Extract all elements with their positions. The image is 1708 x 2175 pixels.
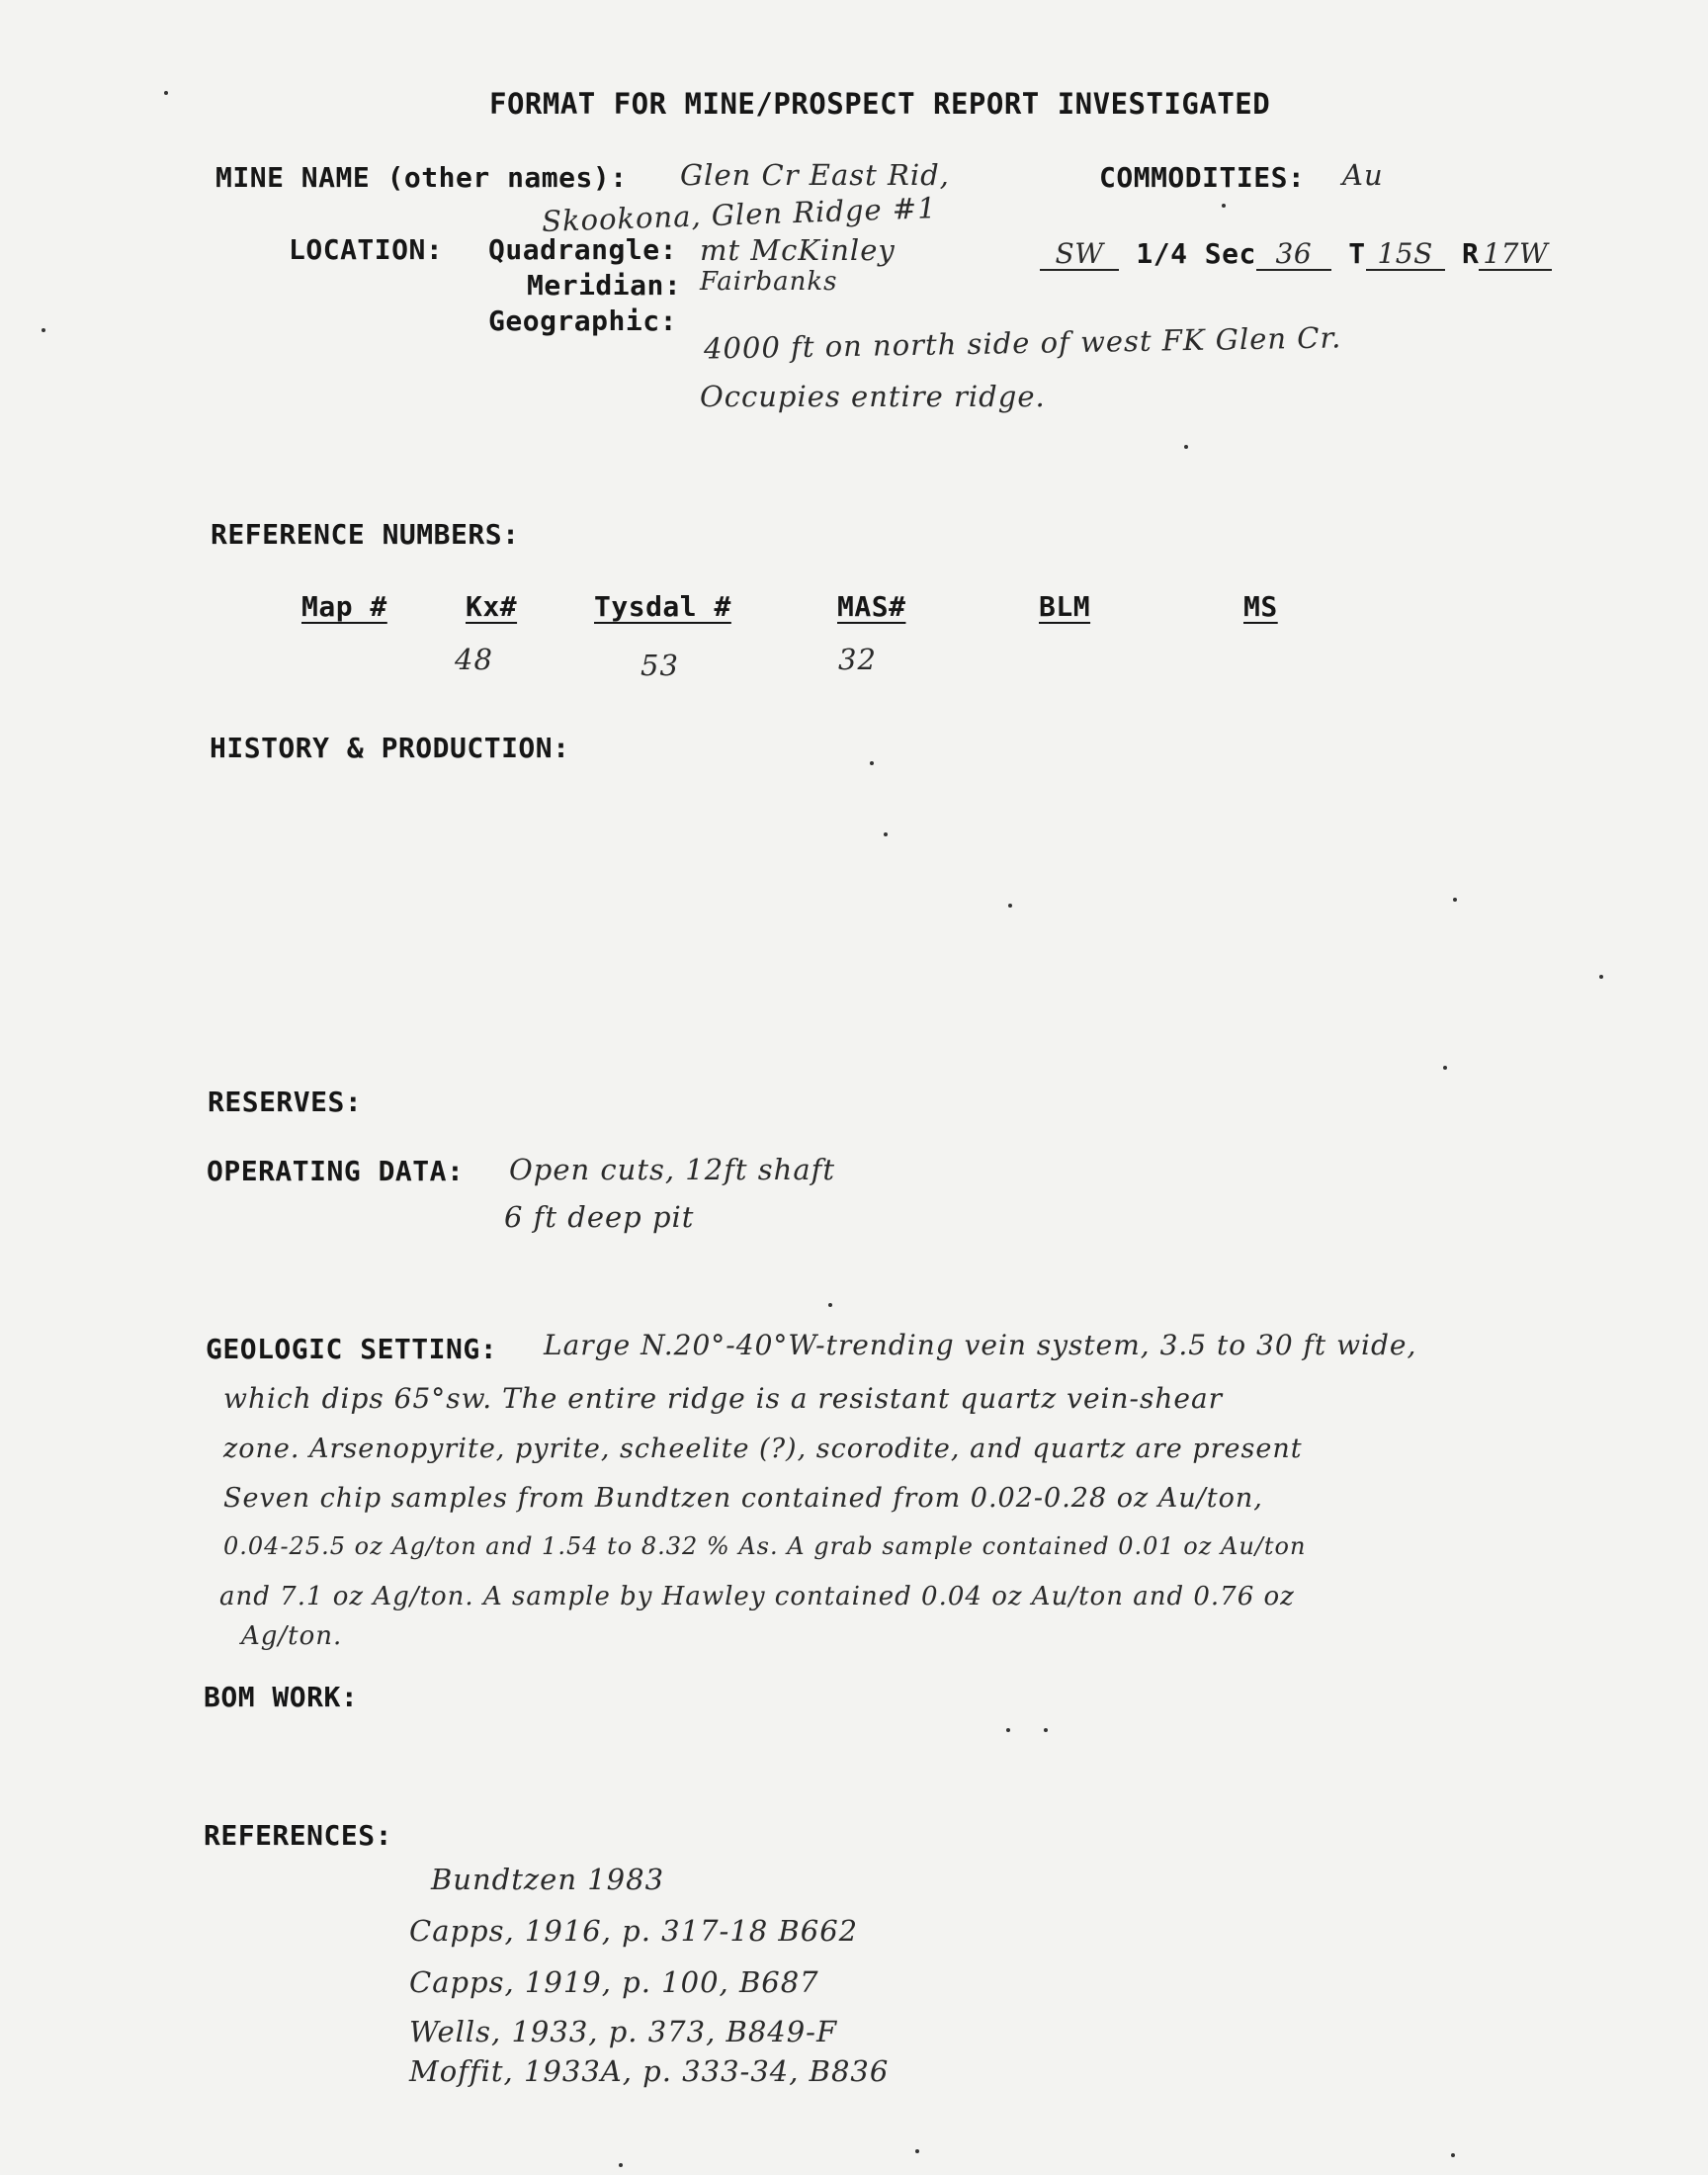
range-value: 17W <box>1479 239 1552 271</box>
township-value: 15S <box>1366 239 1445 271</box>
scan-speck <box>870 761 874 765</box>
operating-data-line2: 6 ft deep pit <box>504 1200 695 1234</box>
meridian-label: Meridian: <box>527 269 682 302</box>
scan-speck <box>1443 1066 1447 1070</box>
bom-work-label: BOM WORK: <box>204 1681 359 1713</box>
scan-speck <box>915 2149 919 2153</box>
plss-row <box>1040 237 1552 271</box>
ref-col-kx: Kx# <box>466 590 518 623</box>
geologic-setting-label: GEOLOGIC SETTING: <box>206 1333 498 1365</box>
scan-speck <box>884 832 888 836</box>
ref-col-tysdal: Tysdal # <box>594 590 731 623</box>
reference-item: Bundtzen 1983 <box>431 1863 665 1896</box>
geologic-setting-line2: which dips 65°sw. The entire ridge is a resistant quartz vein-shear <box>223 1382 1224 1415</box>
scan-speck <box>1006 1728 1010 1732</box>
reference-item: Capps, 1916, p. 317-18 B662 <box>409 1914 859 1948</box>
scan-speck <box>619 2163 623 2167</box>
quadrangle-value: mt McKinley <box>700 233 896 267</box>
sec-label: Sec <box>1204 237 1256 270</box>
quadrangle-label: Quadrangle: <box>488 233 677 266</box>
geologic-setting-line6: and 7.1 oz Ag/ton. A sample by Hawley contained 0.04 oz Au/ton and 0.76 oz <box>219 1582 1295 1611</box>
reference-numbers-label: REFERENCE NUMBERS: <box>211 518 520 551</box>
mine-name-value-line2: Skookona, Glen Ridge #1 <box>541 191 938 238</box>
scan-speck <box>1451 2153 1455 2157</box>
reference-item: Moffit, 1933A, p. 333-34, B836 <box>409 2054 890 2088</box>
mine-name-value-line1: Glen Cr East Rid, <box>680 158 950 192</box>
ref-val-mas: 32 <box>838 643 877 676</box>
meridian-value: Fairbanks <box>700 267 838 297</box>
reference-item: Capps, 1919, p. 100, B687 <box>409 1965 819 1999</box>
ref-val-kx: 48 <box>455 643 493 676</box>
scan-speck <box>1599 975 1603 979</box>
ref-col-ms: MS <box>1243 590 1278 623</box>
geologic-setting-line7: Ag/ton. <box>241 1621 343 1651</box>
operating-data-label: OPERATING DATA: <box>207 1155 465 1187</box>
scan-speck <box>1222 204 1226 208</box>
form-title: FORMAT FOR MINE/PROSPECT REPORT INVESTIGATED <box>489 87 1271 121</box>
geologic-setting-line3: zone. Arsenopyrite, pyrite, scheelite (?), scorodite, and quartz are present <box>223 1434 1303 1464</box>
township-label: T <box>1348 237 1366 270</box>
geologic-setting-line4: Seven chip samples from Bundtzen contained from 0.02-0.28 oz Au/ton, <box>223 1483 1263 1514</box>
ref-val-tysdal: 53 <box>640 649 679 682</box>
geologic-setting-line5: 0.04-25.5 oz Ag/ton and 1.54 to 8.32 % As. A grab sample contained 0.01 oz Au/ton <box>223 1532 1307 1560</box>
reserves-label: RESERVES: <box>208 1086 363 1118</box>
ref-col-map: Map # <box>301 590 387 623</box>
references-label: REFERENCES: <box>204 1819 392 1852</box>
location-label: LOCATION: <box>289 233 444 266</box>
scan-speck <box>1008 904 1012 908</box>
reference-item: Wells, 1933, p. 373, B849-F <box>409 2015 838 2048</box>
ref-col-mas: MAS# <box>837 590 906 623</box>
range-label: R <box>1461 237 1480 270</box>
ref-col-blm: BLM <box>1039 590 1091 623</box>
scan-speck <box>42 328 45 332</box>
geographic-value-line1: 4000 ft on north side of west FK Glen Cr. <box>703 320 1342 366</box>
commodities-value: Au <box>1342 158 1384 192</box>
scan-speck <box>1453 898 1457 902</box>
scan-speck <box>1184 445 1188 449</box>
quarter-label: 1/4 <box>1136 237 1188 270</box>
commodities-label: COMMODITIES: <box>1099 161 1306 194</box>
operating-data-line1: Open cuts, 12ft shaft <box>509 1153 836 1186</box>
geographic-value-line2: Occupies entire ridge. <box>700 380 1046 413</box>
geographic-label: Geographic: <box>488 304 677 337</box>
section-value: 36 <box>1256 239 1331 271</box>
scan-speck <box>828 1303 832 1307</box>
scan-speck <box>1044 1728 1048 1732</box>
history-production-label: HISTORY & PRODUCTION: <box>210 732 570 764</box>
scan-speck <box>164 91 168 95</box>
geologic-setting-line1: Large N.20°-40°W-trending vein system, 3.5 to 30 ft wide, <box>544 1329 1417 1361</box>
mine-name-label: MINE NAME (other names): <box>215 161 628 194</box>
quarter-value: SW <box>1040 239 1119 271</box>
